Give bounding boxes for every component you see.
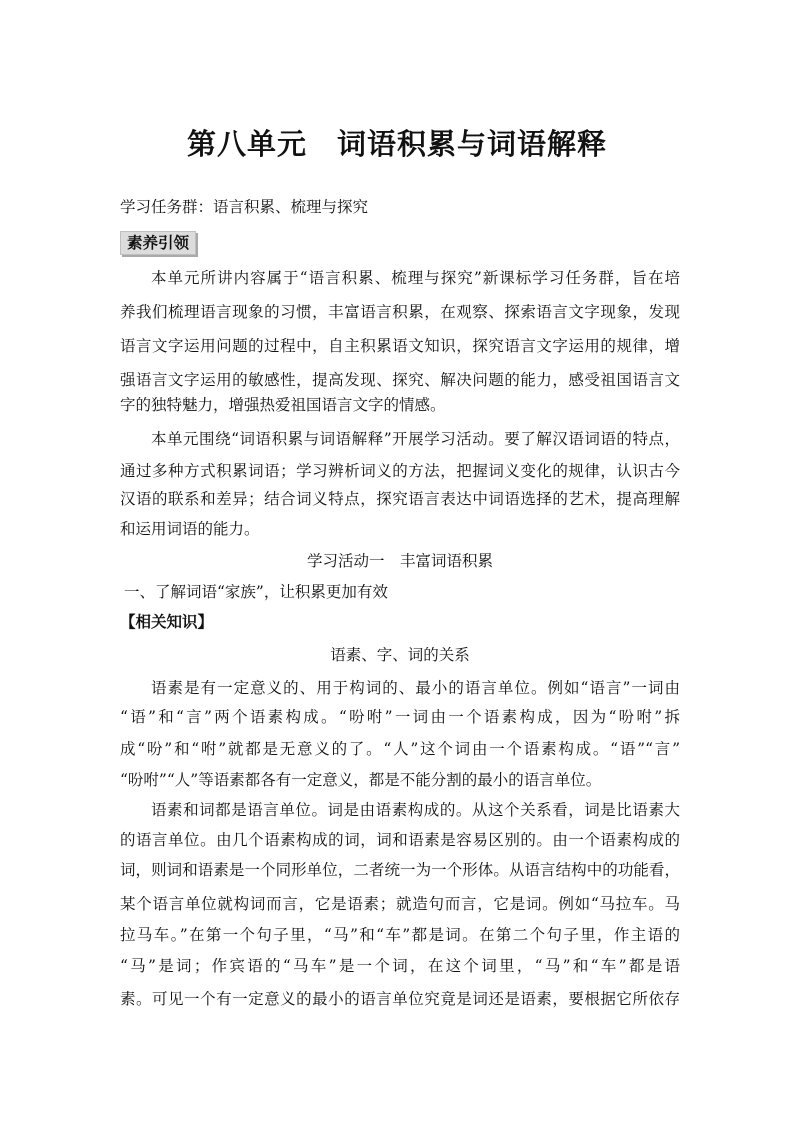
body-p2-line-4: 某个语言单位就构词而言，它是语素；就造句而言，它是词。例如“马拉车。马 [120, 895, 680, 913]
section-heading: 一、了解词语“家族”，让积累更加有效 [124, 583, 388, 601]
intro-p1-line-4: 强语言文字运用的敏感性，提高发现、探究、解决问题的能力，感受祖国语言文 [120, 371, 680, 389]
body-p2-line-3: 词，则词和语素是一个同形单位，二者统一为一个形体。从语言结构中的功能看， [120, 861, 680, 879]
body-p1-line-3: 成“吩”和“咐”就都是无意义的了。“人”这个词由一个语素构成。“语”“言” [120, 740, 680, 758]
intro-p1-line-1: 本单元所讲内容属于“语言积累、梳理与探究”新课标学习任务群，旨在培 [151, 269, 680, 287]
body-p1-line-1: 语素是有一定意义的、用于构词的、最小的语言单位。例如“语言”一词由 [151, 679, 680, 697]
intro-p1-line-5: 字的独特魅力，增强热爱祖国语言文字的情感。 [120, 396, 446, 414]
intro-p1-line-2: 养我们梳理语言现象的习惯，丰富语言积累，在观察、探索语言文字现象，发现 [120, 303, 680, 321]
body-p1-line-4: “吩咐”“人”等语素都各有一定意义，都是不能分割的最小的语言单位。 [120, 771, 602, 789]
intro-p2-line-3: 汉语的联系和差异；结合词义特点，探究语言表达中词语选择的艺术，提高理解 [120, 490, 680, 508]
unit-title: 第八单元 词语积累与词语解释 [186, 127, 607, 161]
activity-title: 学习活动一 丰富词语积累 [306, 552, 493, 570]
intro-p1-line-3: 语言文字运用问题的过程中，自主积累语文知识，探究语言文字运用的规律，增 [120, 337, 680, 355]
intro-p2-line-2: 通过多种方式积累词语；学习辨析词义的方法，把握词义变化的规律，认识古今 [120, 462, 680, 480]
body-p2-line-2: 的语言单位。由几个语素构成的词，词和语素是容易区别的。由一个语素构成的 [120, 831, 680, 849]
intro-p2-line-4: 和运用词语的能力。 [120, 520, 260, 538]
knowledge-label: 【相关知识】 [120, 612, 214, 631]
task-group-line: 学习任务群：语言积累、梳理与探究 [120, 198, 369, 216]
body-p2-line-1: 语素和词都是语言单位。词是由语素构成的。从这个关系看，词是比语素大 [151, 801, 680, 819]
knowledge-title: 语素、字、词的关系 [330, 646, 470, 664]
intro-p2-line-1: 本单元围绕“词语积累与词语解释”开展学习活动。要了解汉语词语的特点， [151, 430, 680, 448]
body-p1-line-2: “语”和“言”两个语素构成。“吩咐”一词由一个语素构成，因为“吩咐”拆 [120, 708, 680, 726]
body-p2-line-6: “马”是词；作宾语的“马车”是一个词，在这个词里，“马”和“车”都是语 [120, 957, 680, 975]
body-p2-line-7: 素。可见一个有一定意义的最小的语言单位究竟是词还是语素，要根据它所依存 [120, 990, 680, 1008]
body-p2-line-5: 拉马车。”在第一个句子里，“马”和“车”都是词。在第二个句子里，作主语的 [120, 926, 680, 944]
literacy-guide-badge: 素养引领 [120, 231, 196, 255]
